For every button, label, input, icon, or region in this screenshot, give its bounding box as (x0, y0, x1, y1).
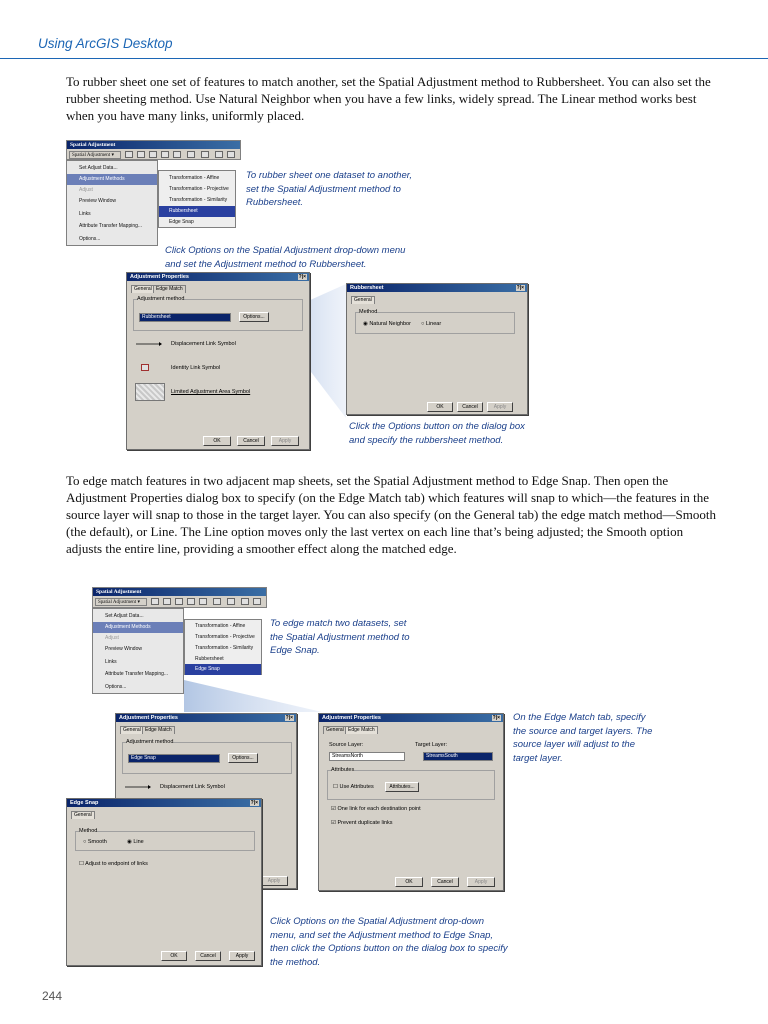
modify-link-icon[interactable] (175, 598, 183, 605)
apply-button[interactable]: Apply (487, 402, 513, 412)
menu-preview-window[interactable]: Preview Window (105, 646, 142, 652)
one-link-label: One link for each destination point (337, 806, 421, 812)
caption-edge-match-tab: On the Edge Match tab, specify the source and target layers. The source layer will adjust to the target layer. (513, 712, 653, 764)
adjustment-method-select[interactable]: Edge Snap (128, 754, 220, 763)
displacement-link-symbol[interactable]: Displacement Link Symbol (160, 784, 225, 790)
adjustment-method-label: Adjustment method (137, 296, 185, 302)
adjustment-methods-submenu-2 (184, 619, 262, 675)
view-table-icon[interactable] (173, 151, 181, 158)
multi-link-icon[interactable] (161, 151, 169, 158)
identity-link-icon (141, 364, 149, 371)
help-close-buttons[interactable]: ?|× (492, 715, 500, 721)
caption-options-rubbersheet: Click Options on the Spatial Adjustment drop-down menu and set the Adjustment method to Rubbersheet. (165, 245, 406, 270)
options-button[interactable]: Options... (239, 312, 269, 322)
caption-rubbersheet-options: Click the Options button on the dialog box and specify the rubbersheet method. (349, 421, 525, 446)
attribute-transfer-icon[interactable] (215, 151, 223, 158)
new-link-icon[interactable] (137, 151, 145, 158)
ok-button[interactable]: OK (427, 402, 453, 412)
natural-neighbor-radio[interactable]: ◉ Natural Neighbor (363, 321, 411, 327)
menu-options[interactable]: Options... (79, 236, 101, 242)
spatial-adjustment-toolbar (66, 140, 241, 160)
adjustment-method-select[interactable]: Rubbersheet (139, 313, 231, 322)
ok-button[interactable]: OK (203, 436, 231, 446)
use-attributes-checkbox[interactable]: ☐ Use Attributes (333, 784, 374, 790)
tab-edge-match[interactable]: Edge Match (153, 285, 186, 293)
tab-general[interactable]: General (71, 811, 95, 819)
menu-adjustment-methods[interactable]: Adjustment Methods (93, 622, 183, 633)
line-radio[interactable]: ◉ Line (127, 839, 144, 845)
adjustment-methods-submenu (158, 170, 236, 228)
source-layer-label: Source Layer: (329, 742, 364, 748)
menu-links[interactable]: Links (105, 659, 117, 665)
dialog-title: Adjustment Properties (119, 715, 178, 721)
tab-edge-match[interactable]: Edge Match (142, 726, 175, 734)
submenu-edge-snap[interactable]: Edge Snap (185, 664, 261, 675)
submenu-affine[interactable]: Transformation - Affine (195, 623, 246, 629)
spatial-adjustment-menu-2 (92, 608, 184, 694)
tab-general[interactable]: General (120, 726, 144, 734)
attributes-label: Attributes (331, 767, 355, 773)
submenu-projective[interactable]: Transformation - Projective (169, 186, 229, 192)
displacement-link-arrow-icon (135, 341, 163, 347)
edge-snap-title: Edge Snap (70, 800, 99, 806)
submenu-projective[interactable]: Transformation - Projective (195, 634, 255, 640)
spatial-adjustment-dropdown[interactable]: Spatial Adjustment ▾ (95, 598, 147, 606)
submenu-edge-snap[interactable]: Edge Snap (169, 219, 194, 225)
one-link-checkbox[interactable]: ☑ One link for each destination point (331, 806, 421, 812)
submenu-rubbersheet[interactable]: Rubbersheet (159, 206, 235, 217)
source-layer-select[interactable]: StreamsNorth (329, 752, 405, 761)
dialog-title: Adjustment Properties (322, 715, 381, 721)
apply-button[interactable]: Apply (467, 877, 495, 887)
displacement-link-arrow-icon (124, 784, 152, 790)
help-close-buttons[interactable]: ?|× (298, 274, 306, 280)
modify-link-icon[interactable] (149, 151, 157, 158)
adjustment-properties-dialog (126, 272, 310, 450)
header-rule (0, 58, 768, 59)
view-table-icon[interactable] (199, 598, 207, 605)
displacement-link-symbol[interactable]: Displacement Link Symbol (171, 341, 236, 347)
menu-adjust[interactable]: Adjust (79, 187, 93, 193)
spatial-adjustment-menu (66, 160, 158, 246)
apply-button[interactable]: Apply (271, 436, 299, 446)
callout-beam-2 (184, 676, 324, 716)
submenu-rubbersheet[interactable]: Rubbersheet (195, 656, 224, 662)
adjustment-properties-dialog-edge-match (318, 713, 504, 891)
select-tool-icon[interactable] (125, 151, 133, 158)
help-close-buttons[interactable]: ?|× (285, 715, 293, 721)
menu-preview-window[interactable]: Preview Window (79, 198, 116, 204)
tab-general[interactable]: General (323, 726, 347, 734)
submenu-similarity[interactable]: Transformation - Similarity (195, 645, 254, 651)
target-layer-select[interactable]: StreamsSouth (423, 752, 493, 761)
multi-link-icon[interactable] (187, 598, 195, 605)
limited-area-icon[interactable] (187, 151, 195, 158)
natural-neighbor-label: Natural Neighbor (369, 321, 411, 327)
prevent-duplicate-checkbox[interactable]: ☑ Prevent duplicate links (331, 820, 393, 826)
adjust-to-endpoint-label: Adjust to endpoint of links (85, 861, 148, 867)
menu-attribute-transfer[interactable]: Attribute Transfer Mapping... (105, 671, 169, 677)
linear-radio[interactable]: ○ Linear (421, 321, 442, 327)
apply-button[interactable]: Apply (229, 951, 255, 961)
smooth-label: Smooth (87, 839, 107, 845)
clear-area-icon[interactable] (227, 598, 235, 605)
ok-button[interactable]: OK (161, 951, 187, 961)
tab-general[interactable]: General (131, 285, 155, 293)
smooth-radio[interactable]: ○ Smooth (83, 839, 107, 845)
cancel-button[interactable]: Cancel (457, 402, 483, 412)
tab-edge-match[interactable]: Edge Match (345, 726, 378, 734)
toolbar-title: Spatial Adjustment (67, 141, 240, 149)
running-header: Using ArcGIS Desktop (38, 36, 173, 51)
target-layer-label: Target Layer: (415, 742, 448, 748)
cancel-button[interactable]: Cancel (195, 951, 221, 961)
attribute-transfer-icon[interactable] (241, 598, 249, 605)
method-label: Method (79, 828, 98, 834)
adjust-to-endpoint-checkbox[interactable]: ☐ Adjust to endpoint of links (79, 861, 148, 867)
limited-area-icon (135, 383, 165, 401)
menu-options[interactable]: Options... (105, 684, 127, 690)
menu-adjust[interactable]: Adjust (105, 635, 119, 641)
menu-set-adjust-data[interactable]: Set Adjust Data... (79, 165, 118, 171)
options-button[interactable]: Options... (228, 753, 258, 763)
help-close-buttons[interactable]: ?|× (250, 800, 258, 806)
rubbersheet-dialog (346, 283, 528, 415)
method-label: Method (359, 309, 378, 315)
apply-button[interactable]: Apply (260, 876, 288, 886)
linear-label: Linear (425, 321, 442, 327)
select-tool-icon[interactable] (151, 598, 159, 605)
menu-attribute-transfer[interactable]: Attribute Transfer Mapping... (79, 223, 143, 229)
spatial-adjustment-toolbar-2 (92, 587, 267, 608)
adjustment-method-label: Adjustment method (126, 739, 174, 745)
identity-link-symbol[interactable]: Identity Link Symbol (171, 365, 221, 371)
use-attributes-label: Use Attributes (339, 784, 374, 790)
clear-area-icon[interactable] (201, 151, 209, 158)
toolbar-title: Spatial Adjustment (93, 588, 266, 596)
limited-area-icon[interactable] (213, 598, 221, 605)
caption-rubbersheet-method: To rubber sheet one dataset to another, set the Spatial Adjustment method to Rubbersheet. (246, 170, 413, 208)
pin-icon[interactable] (253, 598, 261, 605)
cancel-button[interactable]: Cancel (431, 877, 459, 887)
dialog-title: Adjustment Properties (130, 274, 189, 280)
menu-set-adjust-data[interactable]: Set Adjust Data... (105, 613, 144, 619)
rubbersheet-title: Rubbersheet (350, 285, 384, 291)
cancel-button[interactable]: Cancel (237, 436, 265, 446)
menu-adjustment-methods[interactable]: Adjustment Methods (67, 174, 157, 185)
prevent-duplicate-label: Prevent duplicate links (337, 820, 393, 826)
limited-adjustment-area-symbol[interactable]: Limited Adjustment Area Symbol (171, 389, 251, 395)
spatial-adjustment-dropdown[interactable]: Spatial Adjustment ▾ (69, 151, 121, 159)
caption-edge-snap-options: Click Options on the Spatial Adjustment drop-down menu, and set the Adjustment method to Edge Snap, then click the Options button on the dialog box to specify the method. (270, 916, 508, 968)
caption-edge-snap-method: To edge match two datasets, set the Spatial Adjustment method to Edge Snap. (270, 618, 410, 656)
submenu-affine[interactable]: Transformation - Affine (169, 175, 220, 181)
paragraph-edge-snap: To edge match features in two adjacent map sheets, set the Spatial Adjustment method to Edge Snap. Then open the Adjustment Properties dialog box to specify (on the Edge Match tab) which features will snap to which—the features in the source layer will snap to those in the target layer. You can also specify (on the General tab) the edge match method—Smooth (the default), or Line. The Line option moves only the last vertex on each line that’s being adjusted; the Smooth option adjusts the entire line, providing a smoother effect along the matched edge. (66, 473, 716, 556)
line-label: Line (133, 839, 144, 845)
page-number: 244 (42, 989, 63, 1003)
paragraph-rubbersheet: To rubber sheet one set of features to match another, set the Spatial Adjustment method to Rubbersheet. You can also set the rubber sheeting method. Use Natural Neighbor when you have a few links, widely spread. The Linear method works best when you have many links, uniformly placed. (66, 74, 711, 123)
ok-button[interactable]: OK (395, 877, 423, 887)
menu-links[interactable]: Links (79, 211, 91, 217)
tab-general[interactable]: General (351, 296, 375, 304)
edge-snap-dialog (66, 798, 262, 966)
new-link-icon[interactable] (163, 598, 171, 605)
help-close-buttons[interactable]: ?|× (516, 285, 524, 291)
pin-icon[interactable] (227, 151, 235, 158)
attributes-button[interactable]: Attributes... (385, 782, 419, 792)
submenu-similarity[interactable]: Transformation - Similarity (169, 197, 228, 203)
